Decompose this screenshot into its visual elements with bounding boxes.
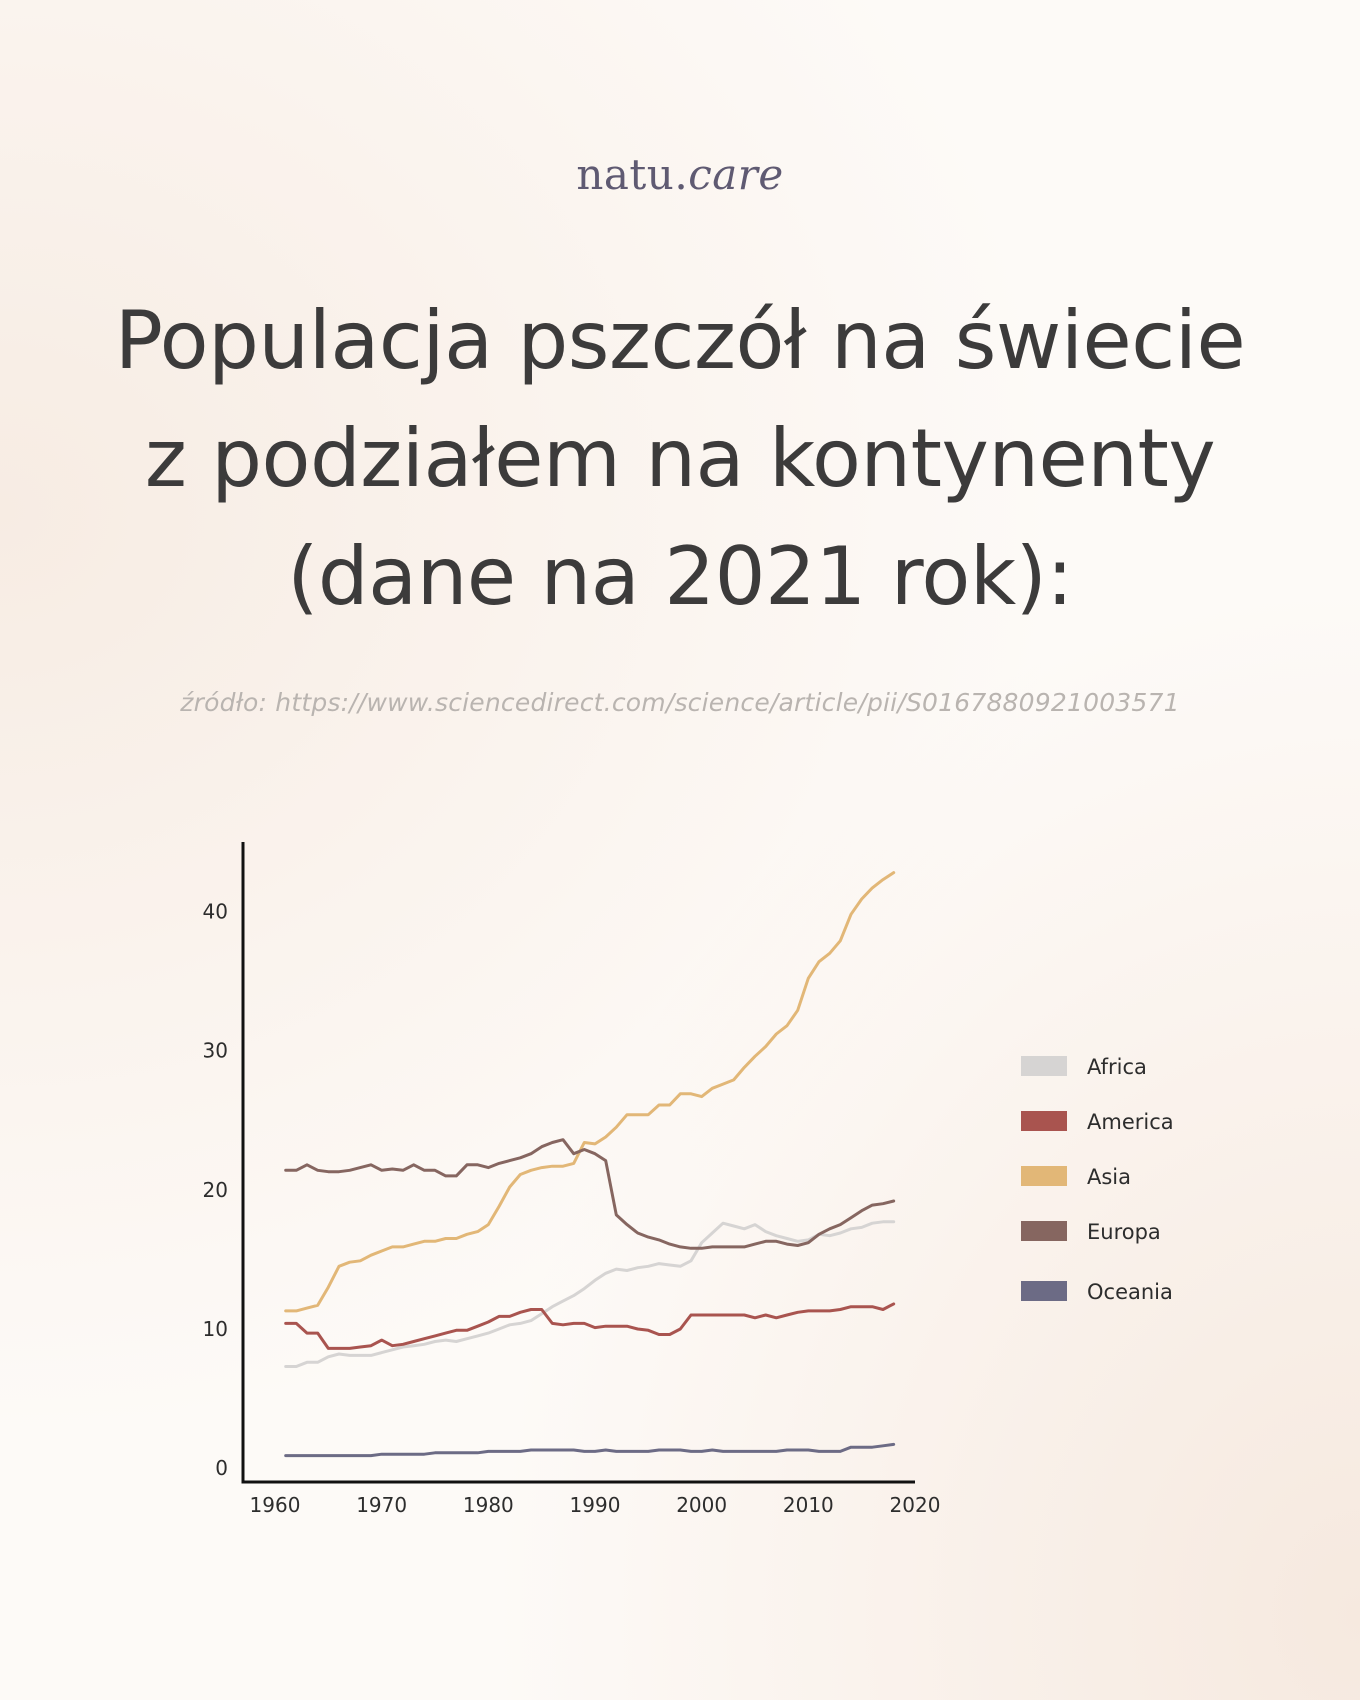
y-tick-label: 10 (202, 1316, 228, 1341)
series-line-europa (286, 1140, 894, 1249)
legend-label-europa: Europa (1087, 1220, 1161, 1244)
legend-label-asia: Asia (1087, 1165, 1132, 1189)
title-line-1: Populacja pszczół na świecie (114, 294, 1246, 387)
source-citation: źródło: https://www.sciencedirect.com/science/article/pii/S0167880921003571 (180, 688, 1180, 717)
x-tick-label: 1960 (249, 1493, 301, 1517)
x-tick-label: 1990 (569, 1493, 621, 1517)
legend-label-africa: Africa (1087, 1055, 1147, 1079)
title-line-3: (dane na 2021 rok): (287, 530, 1073, 623)
brand-suffix: care (688, 150, 784, 199)
x-tick-label: 2010 (782, 1493, 834, 1517)
legend-swatch-africa (1021, 1056, 1067, 1076)
legend-swatch-europa (1021, 1221, 1067, 1241)
x-tick-label: 1980 (462, 1493, 514, 1517)
y-tick-label: 20 (202, 1177, 228, 1202)
title-line-2: z podziałem na kontynenty (144, 412, 1216, 505)
legend-swatch-asia (1021, 1166, 1067, 1186)
legend-swatch-america (1021, 1111, 1067, 1131)
x-tick-label: 2020 (889, 1493, 941, 1517)
y-tick-label: 0 (215, 1456, 228, 1481)
series-line-oceania (286, 1444, 894, 1455)
y-tick-label: 30 (202, 1038, 228, 1063)
x-tick-label: 1970 (356, 1493, 408, 1517)
legend-label-america: America (1087, 1110, 1174, 1134)
x-tick-label: 2000 (676, 1493, 728, 1517)
legend-label-oceania: Oceania (1087, 1280, 1173, 1304)
y-tick-label: 40 (202, 899, 228, 924)
legend-swatch-oceania (1021, 1281, 1067, 1301)
series-line-america (286, 1304, 894, 1349)
brand-name: natu. (576, 150, 689, 199)
